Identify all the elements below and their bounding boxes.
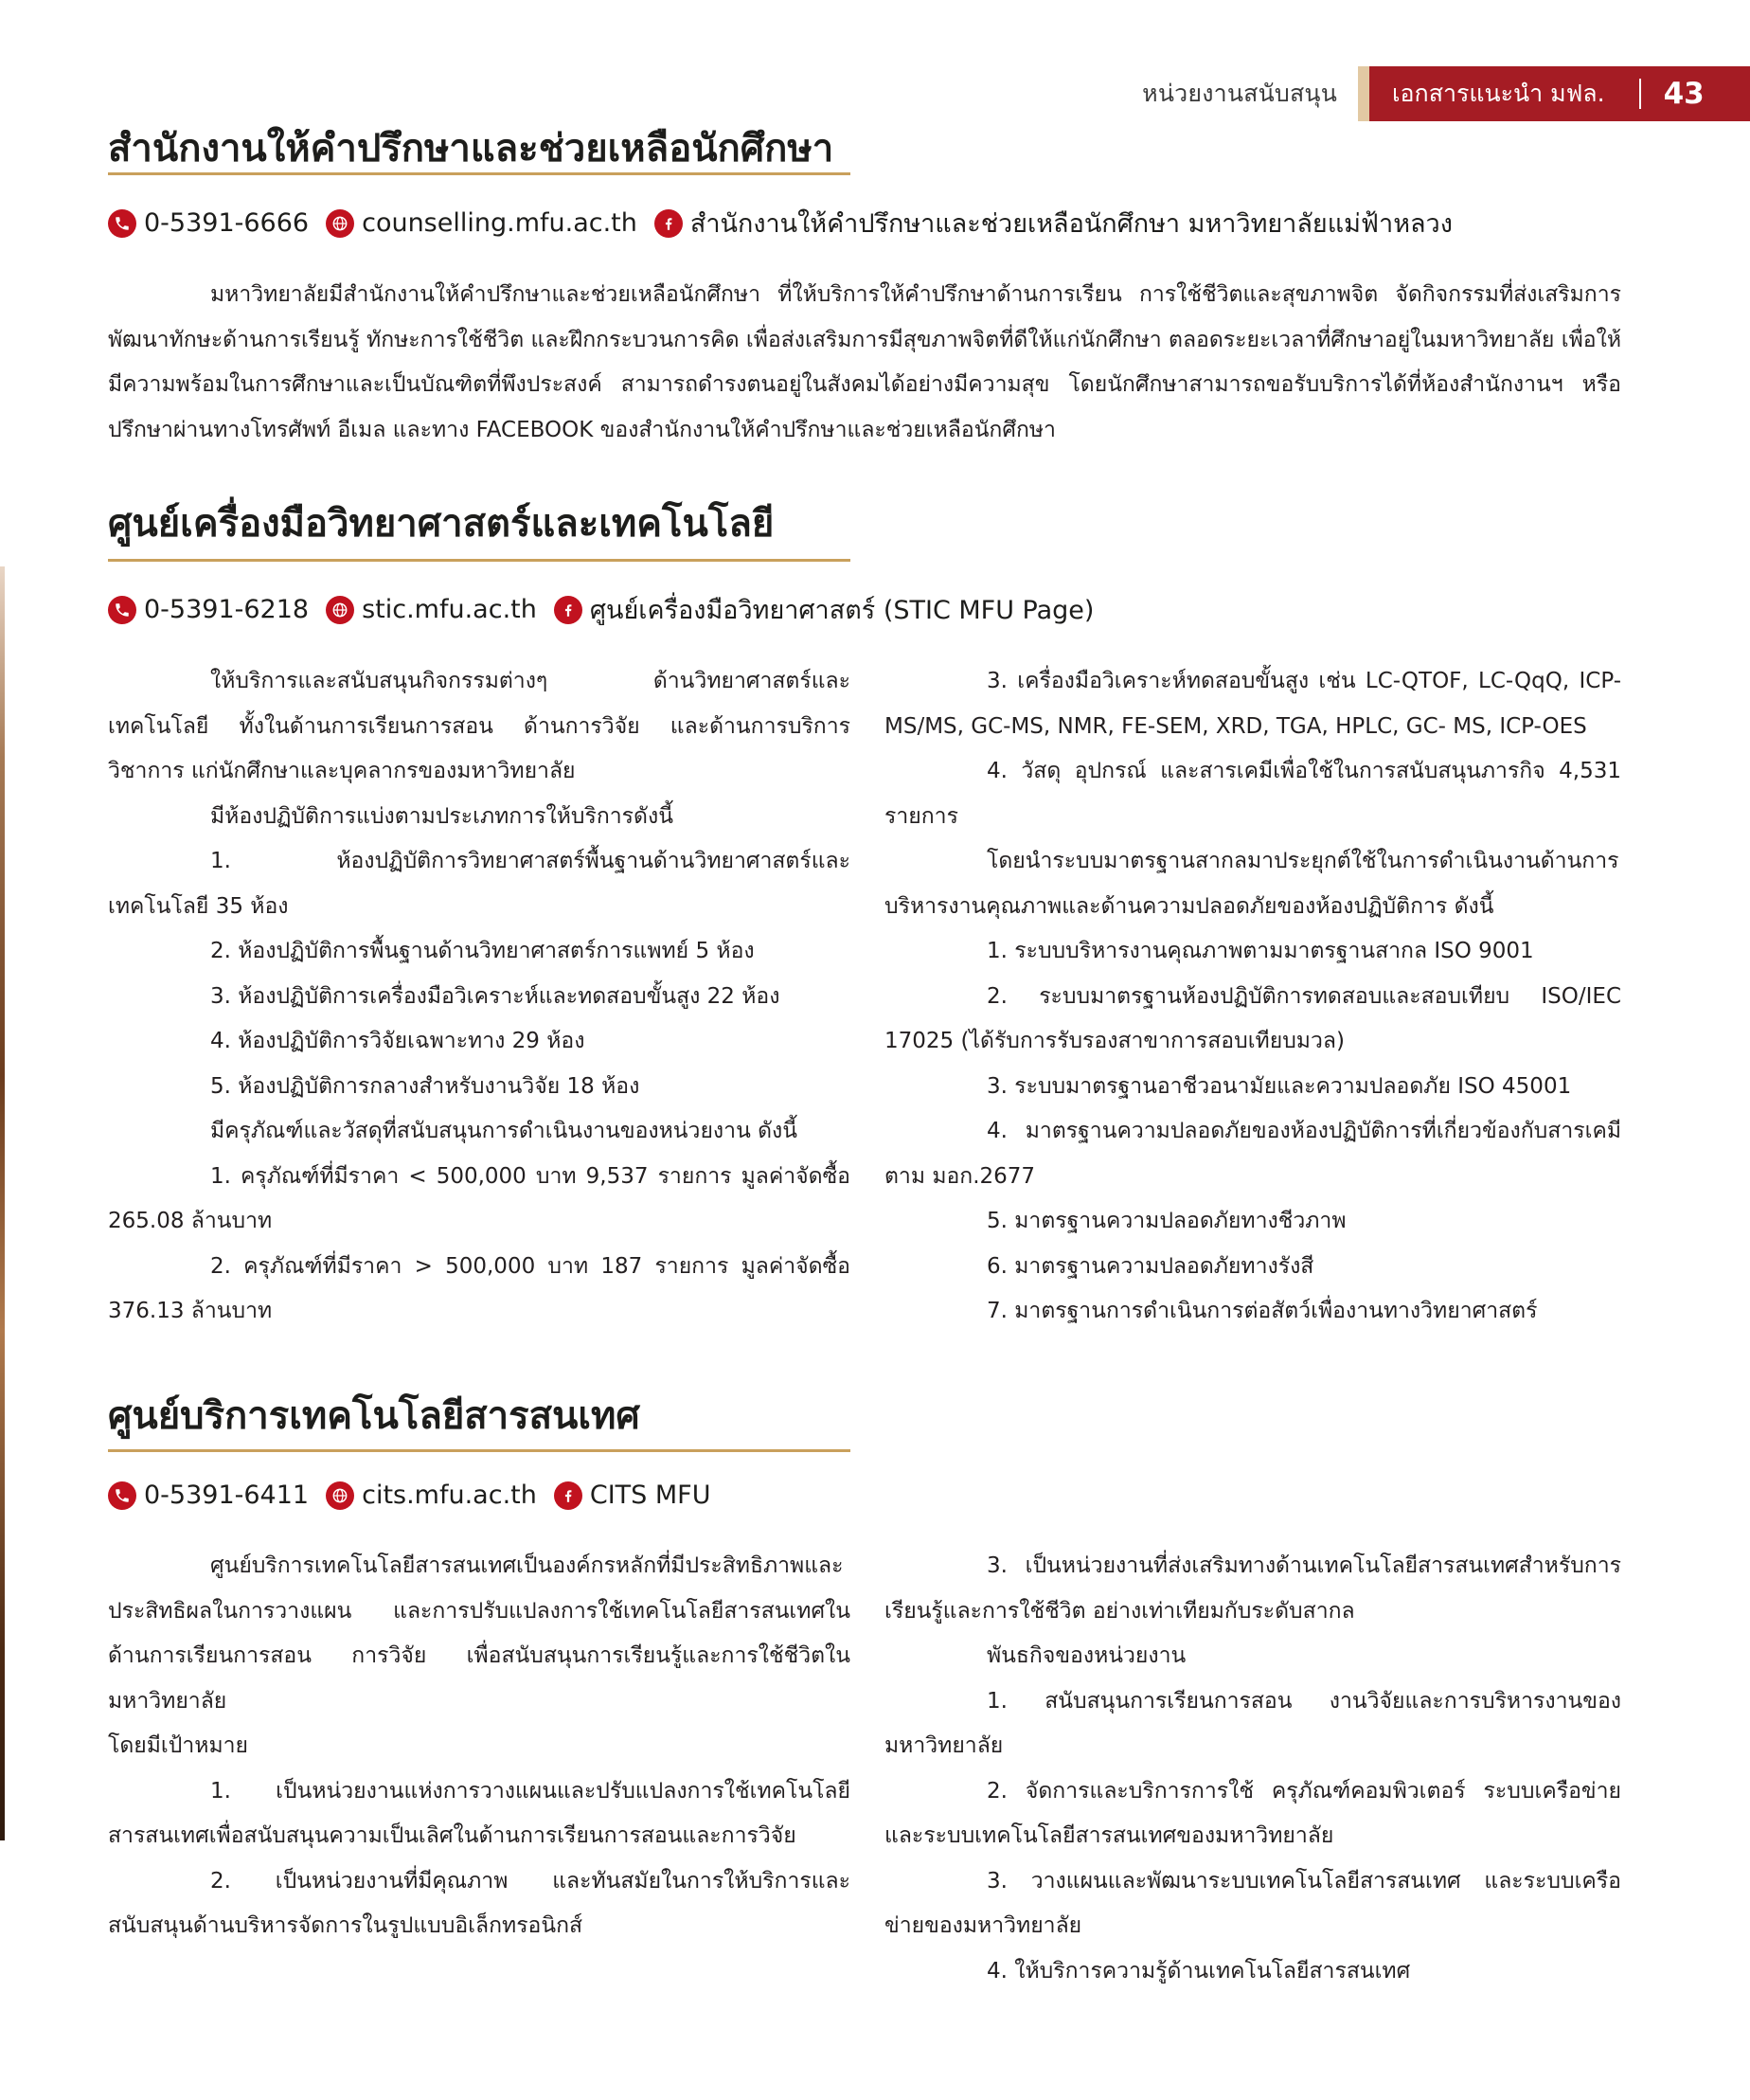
page-edge-decoration xyxy=(0,566,5,1840)
contact-phone[interactable] xyxy=(108,1481,309,1510)
list-item: 2. ระบบมาตรฐานห้องปฏิบัติการทดสอบและสอบเทียบ ISO/IEC 17025 (ได้รับการรับรองสาขาการสอบเทียบมวล) xyxy=(884,983,1621,1053)
header-doc-banner xyxy=(1369,66,1750,121)
header-doc-title: เอกสารแนะนำ มฟล. xyxy=(1392,80,1605,107)
list-item: 2. ห้องปฏิบัติการพื้นฐานด้านวิทยาศาสตร์การแพทย์ 5 ห้อง xyxy=(210,939,755,963)
website-url: counselling.mfu.ac.th xyxy=(362,208,637,238)
contact-phone[interactable] xyxy=(108,208,309,238)
globe-icon xyxy=(326,596,354,624)
facebook-icon xyxy=(554,596,582,624)
cits-left-column xyxy=(108,1544,850,1949)
website-url: cits.mfu.ac.th xyxy=(362,1481,537,1510)
contact-bar-stic xyxy=(108,589,1111,630)
contact-bar-counselling xyxy=(108,203,1470,243)
stic-left-column xyxy=(108,659,850,1335)
list-item: 1. สนับสนุนการเรียนการสอน งานวิจัยและการบริหารงานของมหาวิทยาลัย xyxy=(884,1688,1621,1758)
header-divider xyxy=(1639,79,1641,109)
list-item: 1. ครุภัณฑ์ที่มีราคา < 500,000 บาท 9,537 รายการ มูลค่าจัดซื้อ 265.08 ล้านบาท xyxy=(108,1163,850,1233)
list-item: 5. มาตรฐานความปลอดภัยทางชีวภาพ xyxy=(987,1209,1347,1233)
section-title-stic: ศูนย์เครื่องมือวิทยาศาสตร์และเทคโนโลยี xyxy=(108,502,775,546)
stic-right-column xyxy=(884,659,1621,1335)
phone-icon xyxy=(108,596,136,624)
paragraph: พันธกิจของหน่วยงาน xyxy=(987,1643,1187,1668)
phone-number: 0-5391-6666 xyxy=(144,208,310,238)
list-item: 3. วางแผนและพัฒนาระบบเทคโนโลยีสารสนเทศ และระบบเครือข่ายของมหาวิทยาลัย xyxy=(884,1868,1621,1938)
list-item: 2. จัดการและบริการการใช้ ครุภัณฑ์คอมพิวเตอร์ ระบบเครือข่ายและระบบเทคโนโลยีสารสนเทศของมหาวิทยาลัย xyxy=(884,1778,1621,1848)
contact-phone[interactable] xyxy=(108,595,309,624)
list-item: 1. เป็นหน่วยงานแห่งการวางแผนและปรับแปลงการใช้เทคโนโลยีสารสนเทศเพื่อสนับสนุนความเป็นเลิศในด้านการเรียนการสอนและการวิจัย xyxy=(108,1778,850,1848)
contact-facebook[interactable] xyxy=(554,589,1095,630)
list-item: 2. ครุภัณฑ์ที่มีราคา > 500,000 บาท 187 รายการ มูลค่าจัดซื้อ 376.13 ล้านบาท xyxy=(108,1253,850,1323)
globe-icon xyxy=(326,1481,354,1510)
list-item: 3. เป็นหน่วยงานที่ส่งเสริมทางด้านเทคโนโลยีสารสนเทศสำหรับการเรียนรู้และการใช้ชีวิต อย่างเท่าเทียมกับระดับสากล xyxy=(884,1553,1621,1624)
paragraph: โดยมีเป้าหมาย xyxy=(108,1733,249,1758)
cits-right-column xyxy=(884,1544,1621,1994)
title-underline xyxy=(108,559,850,562)
list-item: 3. ระบบมาตรฐานอาชีวอนามัยและความปลอดภัย ISO 45001 xyxy=(987,1073,1572,1099)
paragraph: มหาวิทยาลัยมีสำนักงานให้คำปรึกษาและช่วยเหลือนักศึกษา ที่ให้บริการให้คำปรึกษาด้านการเรียน การใช้ชีวิตและสุขภาพจิต จัดกิจกรรมที่ส่งเสริมการพัฒนาทักษะด้านการเรียนรู้ ทักษะการใช้ชีวิต และฝึกกระบวนการคิด เพื่อส่งเสริมการมีสุขภาพจิตที่ดีให้แก่นักศึกษา ตลอดระยะเวลาที่ศึกษาอยู่ในมหาวิทยาลัย เพื่อให้มีความพร้อมในการศึกษาและเป็นบัณฑิตที่พึงประสงค์ สามารถดำรงตนอยู่ในสังคมได้อย่างมีความสุข โดยนักศึกษาสามารถขอรับบริการได้ที่ห้องสำนักงานฯ หรือปรึกษาผ่านทางโทรศัพท์ อีเมล และทาง FACEBOOK ของสำนักงานให้คำปรึกษาและช่วยเหลือนักศึกษา xyxy=(108,282,1621,442)
section-title-counselling: สำนักงานให้คำปรึกษาและช่วยเหลือนักศึกษา xyxy=(108,127,834,171)
list-item: 1. ระบบบริหารงานคุณภาพตามมาตรฐานสากล ISO 9001 xyxy=(987,939,1534,963)
paragraph: มีครุภัณฑ์และวัสดุที่สนับสนุนการดำเนินงานของหน่วยงาน ดังนี้ xyxy=(210,1119,797,1143)
list-item: 5. ห้องปฏิบัติการกลางสำหรับงานวิจัย 18 ห้อง xyxy=(210,1073,640,1099)
list-item: 3. ห้องปฏิบัติการเครื่องมือวิเคราะห์และทดสอบขั้นสูง 22 ห้อง xyxy=(210,983,780,1009)
page-number: 43 xyxy=(1663,77,1705,111)
contact-website[interactable] xyxy=(326,208,637,238)
website-url: stic.mfu.ac.th xyxy=(362,595,537,624)
paragraph: ศูนย์บริการเทคโนโลยีสารสนเทศเป็นองค์กรหลักที่มีประสิทธิภาพและประสิทธิผลในการวางแผน และการปรับแปลงการใช้เทคโนโลยีสารสนเทศในด้านการเรียนการสอน การวิจัย เพื่อสนับสนุนการเรียนรู้และการใช้ชีวิตในมหาวิทยาลัย xyxy=(108,1553,850,1714)
contact-facebook[interactable] xyxy=(654,203,1453,243)
contact-bar-cits xyxy=(108,1481,727,1510)
phone-icon xyxy=(108,209,136,238)
header-accent-bar xyxy=(1358,66,1369,121)
title-underline xyxy=(108,172,850,175)
page-header xyxy=(1142,66,1750,121)
section-title-cits: ศูนย์บริการเทคโนโลยีสารสนเทศ xyxy=(108,1394,640,1438)
facebook-icon xyxy=(654,209,683,238)
paragraph: โดยนำระบบมาตรฐานสากลมาประยุกต์ใช้ในการดำเนินงานด้านการบริหารงานคุณภาพและด้านความปลอดภัยของห้องปฏิบัติการ ดังนี้ xyxy=(884,849,1619,919)
phone-number: 0-5391-6218 xyxy=(144,595,310,624)
list-item: 1. ห้องปฏิบัติการวิทยาศาสตร์พื้นฐานด้านวิทยาศาสตร์และเทคโนโลยี 35 ห้อง xyxy=(108,849,850,919)
phone-number: 0-5391-6411 xyxy=(144,1481,310,1510)
header-section-label: หน่วยงานสนับสนุน xyxy=(1142,80,1337,107)
list-item: 6. มาตรฐานความปลอดภัยทางรังสี xyxy=(987,1253,1314,1279)
contact-facebook[interactable] xyxy=(554,1481,711,1510)
facebook-page-name: ศูนย์เครื่องมือวิทยาศาสตร์ (STIC MFU Page) xyxy=(589,596,1095,625)
list-item: 4. ให้บริการความรู้ด้านเทคโนโลยีสารสนเทศ xyxy=(987,1958,1411,1983)
facebook-icon xyxy=(554,1481,582,1510)
facebook-page-name: สำนักงานให้คำปรึกษาและช่วยเหลือนักศึกษา มหาวิทยาลัยแม่ฟ้าหลวง xyxy=(689,209,1453,239)
list-item: 4. มาตรฐานความปลอดภัยของห้องปฏิบัติการที่เกี่ยวข้องกับสารเคมีตาม มอก.2677 xyxy=(884,1119,1621,1189)
list-item: 3. เครื่องมือวิเคราะห์ทดสอบขั้นสูง เช่น LC-QTOF, LC-QqQ, ICP-MS/MS, GC-MS, NMR, FE-SEM, XRD, TGA, HPLC, GC- MS, ICP-OES xyxy=(884,669,1621,739)
paragraph: ให้บริการและสนับสนุนกิจกรรมต่างๆ ด้านวิทยาศาสตร์และเทคโนโลยี ทั้งในด้านการเรียนการสอน ด้านการวิจัย และด้านการบริการวิชาการ แก่นักศึกษาและบุคลากรของมหาวิทยาลัย xyxy=(108,669,850,783)
list-item: 4. ห้องปฏิบัติการวิจัยเฉพาะทาง 29 ห้อง xyxy=(210,1029,585,1053)
facebook-page-name: CITS MFU xyxy=(589,1481,711,1510)
list-item: 7. มาตรฐานการดำเนินการต่อสัตว์เพื่องานทางวิทยาศาสตร์ xyxy=(987,1299,1538,1323)
counselling-description xyxy=(108,273,1621,453)
list-item: 4. วัสดุ อุปกรณ์ และสารเคมีเพื่อใช้ในการสนับสนุนภารกิจ 4,531 รายการ xyxy=(884,759,1621,829)
contact-website[interactable] xyxy=(326,1481,537,1510)
paragraph: มีห้องปฏิบัติการแบ่งตามประเภทการให้บริการดังนี้ xyxy=(210,803,673,829)
phone-icon xyxy=(108,1481,136,1510)
title-underline xyxy=(108,1449,850,1452)
list-item: 2. เป็นหน่วยงานที่มีคุณภาพ และทันสมัยในการให้บริการและสนับสนุนด้านบริหารจัดการในรูปแบบอิเล็กทรอนิกส์ xyxy=(108,1868,850,1938)
contact-website[interactable] xyxy=(326,595,537,624)
globe-icon xyxy=(326,209,354,238)
